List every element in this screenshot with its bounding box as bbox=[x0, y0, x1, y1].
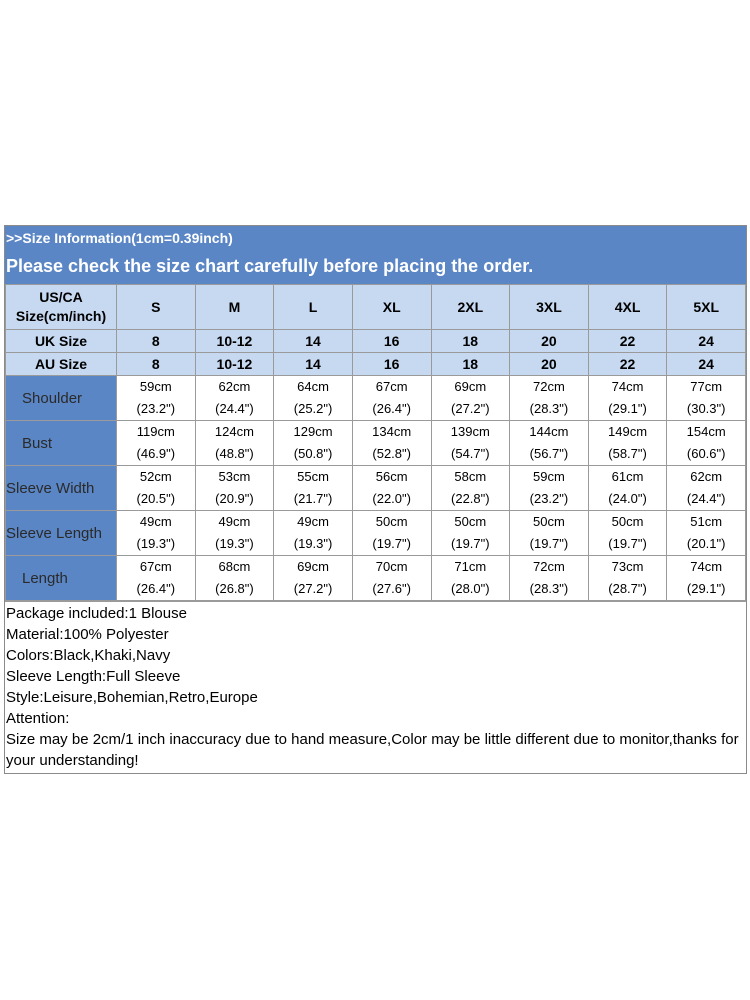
measurement-inch: (28.3") bbox=[529, 401, 569, 416]
size-system-label-line: AU Size bbox=[34, 355, 88, 372]
measurement-inch: (52.8") bbox=[372, 446, 411, 461]
size-info-banner: >>Size Information(1cm=0.39inch) bbox=[5, 226, 746, 250]
measurement-cm: 62cm bbox=[690, 469, 723, 484]
measurement-row bbox=[6, 421, 746, 466]
note-line: Size may be 2cm/1 inch inaccuracy due to hand measure,Color may be little different due to monitor,thanks for your understanding! bbox=[6, 731, 739, 769]
measurement-cell bbox=[195, 421, 274, 466]
measurement-row bbox=[6, 511, 746, 556]
measurement-cm: 50cm bbox=[533, 514, 565, 529]
measurement-cm: 139cm bbox=[450, 424, 490, 439]
size-value: 5XL bbox=[667, 285, 746, 330]
measurement-cm: 74cm bbox=[611, 379, 644, 394]
measurement-inch: (29.1") bbox=[608, 401, 647, 416]
measurement-cell bbox=[274, 511, 353, 556]
measurement-inch: (23.2") bbox=[136, 401, 176, 416]
size-value: 18 bbox=[431, 353, 510, 376]
measurement-inch: (58.7") bbox=[608, 446, 647, 461]
measurement-cell bbox=[117, 421, 196, 466]
measurement-cell bbox=[588, 466, 667, 511]
measurement-cm: 50cm bbox=[454, 514, 487, 529]
size-value: 16 bbox=[352, 330, 431, 353]
measurement-inch: (24.4") bbox=[686, 491, 726, 506]
measurement-cell bbox=[431, 376, 510, 421]
measurement-cm: 62cm bbox=[218, 379, 251, 394]
measurement-cell bbox=[588, 421, 667, 466]
measurement-inch: (60.6") bbox=[686, 446, 726, 461]
size-value: 16 bbox=[352, 353, 431, 376]
measurement-inch: (26.8") bbox=[215, 581, 254, 596]
measurement-inch: (19.3") bbox=[215, 536, 254, 551]
measurement-cell bbox=[195, 556, 274, 601]
size-system-label bbox=[6, 353, 117, 376]
measurement-inch: (19.7") bbox=[608, 536, 647, 551]
size-value: M bbox=[195, 285, 274, 330]
measurement-cell bbox=[431, 556, 510, 601]
measurement-label bbox=[6, 376, 117, 421]
measurement-inch: (27.2") bbox=[451, 401, 490, 416]
measurement-inch: (24.0") bbox=[608, 491, 647, 506]
size-system-label-line: UK Size bbox=[34, 332, 88, 349]
measurement-cm: 72cm bbox=[533, 379, 565, 394]
measurement-cell bbox=[274, 556, 353, 601]
measurement-cm: 67cm bbox=[139, 559, 172, 574]
size-value: 8 bbox=[117, 330, 196, 353]
size-value: 14 bbox=[274, 330, 353, 353]
measurement-inch: (56.7") bbox=[529, 446, 569, 461]
measurement-label-text: Bust bbox=[22, 434, 53, 452]
measurement-cm: 56cm bbox=[375, 469, 408, 484]
note-line: Colors:Black,Khaki,Navy bbox=[6, 647, 171, 664]
size-system-label-line: Size(cm/inch) bbox=[15, 308, 107, 324]
measurement-cm: 149cm bbox=[608, 424, 648, 439]
measurement-cell bbox=[667, 466, 746, 511]
measurement-inch: (20.5") bbox=[136, 491, 176, 506]
size-value: S bbox=[117, 285, 196, 330]
measurement-cm: 134cm bbox=[372, 424, 412, 439]
measurement-cell bbox=[588, 511, 667, 556]
measurement-cell bbox=[352, 466, 431, 511]
size-header-row bbox=[6, 353, 746, 376]
measurement-inch: (19.7") bbox=[529, 536, 569, 551]
size-system-label-line: US/CA bbox=[39, 289, 83, 305]
size-value: 10-12 bbox=[195, 353, 274, 376]
measurement-inch: (46.9") bbox=[136, 446, 176, 461]
measurement-cm: 49cm bbox=[139, 514, 172, 529]
measurement-inch: (27.2") bbox=[293, 581, 333, 596]
measurement-inch: (22.0") bbox=[372, 491, 411, 506]
measurement-row bbox=[6, 466, 746, 511]
measurement-inch: (27.6") bbox=[372, 581, 411, 596]
measurement-cell bbox=[274, 376, 353, 421]
measurement-inch: (22.8") bbox=[451, 491, 490, 506]
measurement-cell bbox=[117, 511, 196, 556]
measurement-inch: (50.8") bbox=[293, 446, 333, 461]
measurement-cell bbox=[431, 466, 510, 511]
measurement-cell bbox=[667, 376, 746, 421]
measurement-cell bbox=[117, 376, 196, 421]
size-system-label bbox=[6, 285, 117, 330]
measurement-cell bbox=[431, 421, 510, 466]
measurement-cm: 69cm bbox=[297, 559, 329, 574]
measurement-label bbox=[6, 466, 117, 511]
measurement-cell bbox=[510, 421, 589, 466]
measurement-cell bbox=[117, 466, 196, 511]
measurement-cm: 71cm bbox=[454, 559, 487, 574]
size-value: XL bbox=[352, 285, 431, 330]
measurement-inch: (20.9") bbox=[215, 491, 254, 506]
size-value: 24 bbox=[667, 353, 746, 376]
size-value: 3XL bbox=[510, 285, 589, 330]
measurement-inch: (19.3") bbox=[293, 536, 333, 551]
measurement-cm: 77cm bbox=[690, 379, 723, 394]
measurement-cm: 59cm bbox=[139, 379, 172, 394]
measurement-cm: 129cm bbox=[293, 424, 333, 439]
size-value: 22 bbox=[588, 353, 667, 376]
measurement-label-text: Sleeve Width bbox=[6, 479, 95, 497]
size-header-row bbox=[6, 330, 746, 353]
measurement-cm: 67cm bbox=[375, 379, 408, 394]
size-value: 18 bbox=[431, 330, 510, 353]
note-line: Sleeve Length:Full Sleeve bbox=[6, 668, 181, 685]
measurement-cm: 49cm bbox=[297, 514, 329, 529]
measurement-cm: 52cm bbox=[139, 469, 172, 484]
size-value: 22 bbox=[588, 330, 667, 353]
size-value: 20 bbox=[510, 330, 589, 353]
measurement-cell bbox=[667, 421, 746, 466]
product-notes bbox=[5, 601, 746, 773]
measurement-label bbox=[6, 556, 117, 601]
size-table bbox=[5, 284, 746, 601]
measurement-cm: 51cm bbox=[690, 514, 723, 529]
note-line: Style:Leisure,Bohemian,Retro,Europe bbox=[6, 689, 258, 706]
size-value: 10-12 bbox=[195, 330, 274, 353]
measurement-cell bbox=[667, 556, 746, 601]
measurement-cm: 69cm bbox=[454, 379, 487, 394]
measurement-cm: 154cm bbox=[686, 424, 726, 439]
measurement-inch: (28.0") bbox=[451, 581, 490, 596]
measurement-cm: 59cm bbox=[533, 469, 565, 484]
size-value: 4XL bbox=[588, 285, 667, 330]
measurement-label-text: Sleeve Length bbox=[6, 524, 102, 542]
measurement-row bbox=[6, 556, 746, 601]
measurement-cell bbox=[352, 511, 431, 556]
measurement-cm: 74cm bbox=[690, 559, 723, 574]
measurement-label-text: Shoulder bbox=[22, 389, 83, 407]
measurement-cell bbox=[352, 556, 431, 601]
measurement-inch: (24.4") bbox=[215, 401, 254, 416]
size-notice-banner: Please check the size chart carefully before placing the order. bbox=[5, 250, 746, 284]
measurement-inch: (54.7") bbox=[451, 446, 490, 461]
measurement-inch: (19.7") bbox=[451, 536, 490, 551]
measurement-cell bbox=[588, 376, 667, 421]
measurement-cm: 73cm bbox=[611, 559, 644, 574]
measurement-cm: 58cm bbox=[454, 469, 487, 484]
size-header-row bbox=[6, 285, 746, 330]
measurement-cell bbox=[195, 376, 274, 421]
measurement-cm: 55cm bbox=[297, 469, 329, 484]
size-value: 14 bbox=[274, 353, 353, 376]
measurement-cell bbox=[510, 511, 589, 556]
measurement-cm: 144cm bbox=[529, 424, 569, 439]
measurement-cm: 50cm bbox=[611, 514, 644, 529]
measurement-cm: 50cm bbox=[375, 514, 408, 529]
measurement-label-text: Length bbox=[22, 569, 68, 587]
measurement-inch: (28.3") bbox=[529, 581, 569, 596]
size-system-label bbox=[6, 330, 117, 353]
note-line: Package included:1 Blouse bbox=[6, 605, 187, 622]
measurement-label bbox=[6, 421, 117, 466]
measurement-cm: 72cm bbox=[533, 559, 565, 574]
measurement-cm: 119cm bbox=[136, 424, 175, 439]
measurement-label bbox=[6, 511, 117, 556]
measurement-inch: (26.4") bbox=[372, 401, 411, 416]
note-line: Material:100% Polyester bbox=[6, 626, 169, 643]
size-value: L bbox=[274, 285, 353, 330]
size-value: 2XL bbox=[431, 285, 510, 330]
measurement-cell bbox=[352, 376, 431, 421]
measurement-inch: (48.8") bbox=[215, 446, 254, 461]
measurement-cm: 64cm bbox=[297, 379, 329, 394]
measurement-cell bbox=[588, 556, 667, 601]
measurement-cm: 61cm bbox=[611, 469, 644, 484]
measurement-row bbox=[6, 376, 746, 421]
measurement-cell bbox=[195, 511, 274, 556]
measurement-cell bbox=[510, 376, 589, 421]
size-value: 8 bbox=[117, 353, 196, 376]
measurement-inch: (19.3") bbox=[136, 536, 176, 551]
measurement-cm: 53cm bbox=[218, 469, 251, 484]
measurement-cm: 68cm bbox=[218, 559, 251, 574]
measurement-inch: (21.7") bbox=[293, 491, 333, 506]
measurement-cell bbox=[195, 466, 274, 511]
measurement-cell bbox=[431, 511, 510, 556]
measurement-cm: 124cm bbox=[214, 424, 254, 439]
measurement-inch: (20.1") bbox=[686, 536, 726, 551]
measurement-cell bbox=[274, 466, 353, 511]
measurement-cell bbox=[667, 511, 746, 556]
measurement-inch: (29.1") bbox=[686, 581, 726, 596]
measurement-cm: 70cm bbox=[375, 559, 408, 574]
measurement-cell bbox=[274, 421, 353, 466]
note-line: Attention: bbox=[6, 710, 70, 727]
measurement-cell bbox=[117, 556, 196, 601]
measurement-cell bbox=[510, 466, 589, 511]
measurement-inch: (28.7") bbox=[608, 581, 647, 596]
measurement-cm: 49cm bbox=[218, 514, 251, 529]
measurement-cell bbox=[510, 556, 589, 601]
measurement-inch: (25.2") bbox=[293, 401, 333, 416]
size-value: 24 bbox=[667, 330, 746, 353]
measurement-inch: (30.3") bbox=[686, 401, 726, 416]
measurement-inch: (26.4") bbox=[136, 581, 176, 596]
measurement-inch: (23.2") bbox=[529, 491, 569, 506]
size-chart bbox=[4, 225, 747, 774]
size-value: 20 bbox=[510, 353, 589, 376]
measurement-inch: (19.7") bbox=[372, 536, 411, 551]
measurement-cell bbox=[352, 421, 431, 466]
